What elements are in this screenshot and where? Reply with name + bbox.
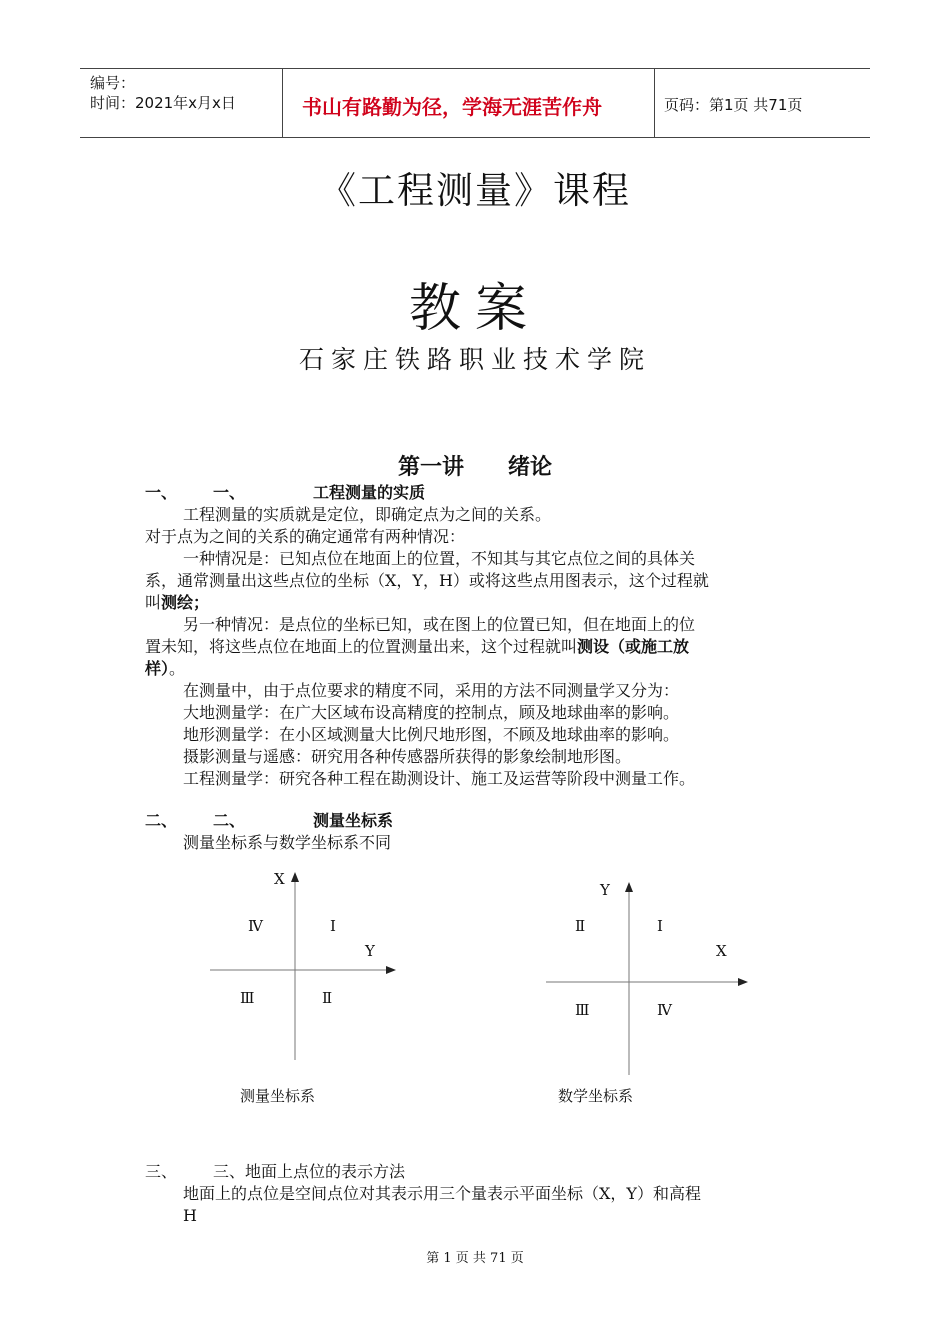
header-cell-motto (282, 69, 655, 137)
survey-quadrant-label: Ⅲ (240, 989, 255, 1007)
math-quadrant-label: Ⅰ (657, 917, 663, 935)
main-title: 教案 (408, 279, 541, 339)
math-vertical-arrow (625, 882, 633, 892)
text-line: 另一种情况：是点位的坐标已知，或在图上的位置已知，但在地面上的位 (183, 615, 696, 634)
term-ceshe-cont: 样） (145, 659, 170, 678)
section2-title: 测量坐标系 (313, 811, 394, 830)
survey-x-label: X (274, 870, 285, 888)
text-line: 工程测量学：研究各种工程在勘测设计、施工及运营等阶段中测量工作。 (183, 769, 696, 788)
math-quadrant-label: Ⅲ (575, 1001, 590, 1019)
header-table (80, 68, 870, 138)
time-label: 时间：2021年x月x日 (90, 94, 236, 112)
text-line (145, 636, 689, 658)
section1-num2: 一、 (213, 483, 246, 502)
text-line: 地面上的点位是空间点位对其表示用三个量表示平面坐标（X，Y）和高程 (183, 1184, 701, 1203)
survey-horizontal-arrow (386, 966, 396, 974)
math-quadrant-label: Ⅳ (657, 1001, 672, 1019)
math-coordinate-diagram (540, 870, 760, 1080)
math-caption: 数学坐标系 (558, 1087, 634, 1105)
text-line (145, 658, 185, 680)
survey-quadrant-label: Ⅰ (330, 917, 336, 935)
math-y-label: Y (600, 881, 610, 899)
survey-y-label: Y (365, 942, 375, 960)
number-label: 编号： (90, 74, 136, 92)
math-horizontal-arrow (738, 978, 748, 986)
section3-num1: 三、 (145, 1162, 178, 1181)
survey-coordinate-diagram (200, 860, 420, 1070)
survey-quadrant-label: Ⅳ (248, 917, 263, 935)
text-fragment: 置未知，将这些点位在地面上的位置测量出来，这个过程就叫 (145, 637, 578, 656)
term-cehui: 测绘 (161, 593, 194, 612)
section1-num1: 一、 (145, 483, 178, 502)
text-line: 对于点为之间的关系的确定通常有两种情况： (145, 527, 466, 546)
math-quadrant-label: Ⅱ (575, 917, 586, 935)
page-footer: 第 1 页 共 71 页 (426, 1251, 524, 1266)
text-line: 摄影测量与遥感：研究用各种传感器所获得的影象绘制地形图。 (183, 747, 632, 766)
text-fragment: 。 (169, 659, 186, 678)
header-cell-meta (80, 69, 283, 137)
text-line: 系，通常测量出这些点位的坐标（X，Y，H）或将这些点用图表示，这个过程就 (145, 571, 709, 590)
section2-num2: 二、 (213, 811, 246, 830)
lecture-heading: 第一讲 绪论 (397, 454, 552, 480)
survey-caption: 测量坐标系 (240, 1087, 316, 1105)
text-line: 一种情况是：已知点位在地面上的位置，不知其与其它点位之间的具体关 (183, 549, 696, 568)
section3-title: 三、地面上点位的表示方法 (213, 1162, 406, 1181)
text-line: 大地测量学：在广大区域布设高精度的控制点，顾及地球曲率的影响。 (183, 703, 680, 722)
survey-quadrant-label: Ⅱ (322, 989, 333, 1007)
motto: 书山有路勤为径，学海无涯苦作舟 (302, 95, 602, 119)
survey-vertical-arrow (291, 872, 299, 882)
term-ceshe: 测设（或施工放 (577, 637, 690, 656)
course-title: 《工程测量》课程 (319, 169, 631, 212)
text-line (145, 592, 209, 614)
school-name: 石家庄铁路职业技术学院 (298, 345, 651, 374)
header-cell-page (654, 69, 870, 137)
text-fragment: ； (193, 593, 210, 612)
math-x-label: X (716, 942, 727, 960)
page-info: 页码：第1页 共71页 (664, 96, 803, 114)
text-line: H (183, 1206, 197, 1225)
text-fragment: 叫 (145, 593, 162, 612)
text-line: 测量坐标系与数学坐标系不同 (183, 833, 392, 852)
text-line: 在测量中，由于点位要求的精度不同，采用的方法不同测量学又分为： (183, 681, 680, 700)
text-line: 地形测量学：在小区域测量大比例尺地形图，不顾及地球曲率的影响。 (183, 725, 680, 744)
section1-title: 工程测量的实质 (313, 483, 426, 502)
section2-num1: 二、 (145, 811, 178, 830)
text-line: 工程测量的实质就是定位，即确定点为之间的关系。 (183, 505, 552, 524)
